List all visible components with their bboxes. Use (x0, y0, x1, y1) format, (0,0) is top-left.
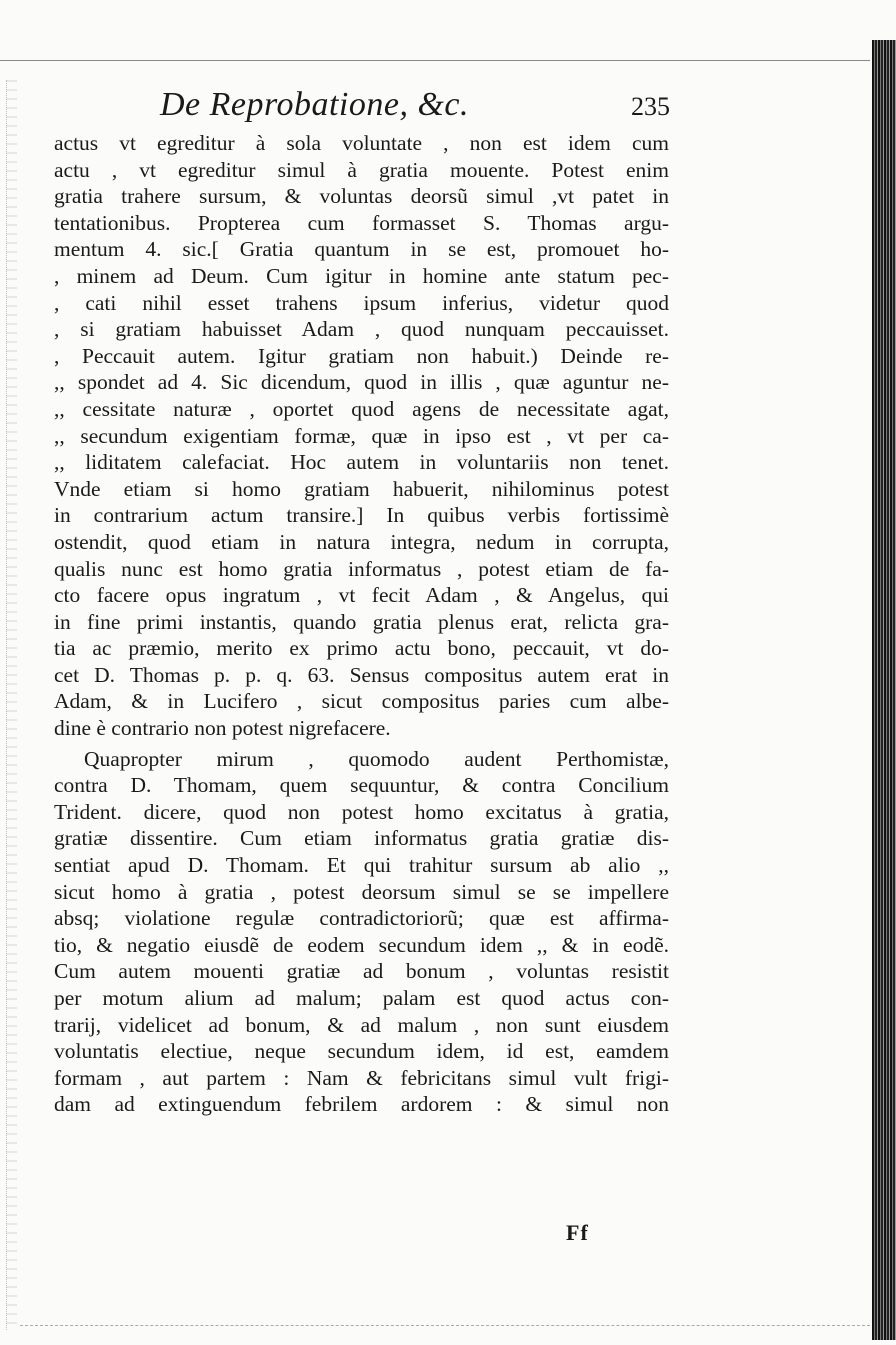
text-line: actus vt egreditur à sola voluntate , non est idem cum (54, 131, 669, 155)
text-line: gratiæ dissentire. Cum etiam informatus gratia gratiæ dis- (54, 826, 669, 851)
page-number: 235 (631, 92, 670, 121)
text-line: , si gratiam habuisset Adam , quod nunquam peccauisset. (54, 317, 669, 342)
page-left-edge (6, 80, 17, 1330)
text-line: tia ac præmio, merito ex primo actu bono, peccauit, vt do- (54, 636, 669, 661)
text-line: formam , aut partem : Nam & febricitans simul vult frigi- (54, 1065, 669, 1090)
text-line: voluntatis electiue, neque secundum idem, id est, eamdem (54, 1039, 669, 1064)
text-line: trarij, videlicet ad bonum, & ad malum , non sunt eiusdem (54, 1012, 669, 1037)
text-line: Adam, & in Lucifero , sicut compositus paries cum albe- (54, 689, 669, 714)
paragraph-2 (54, 746, 669, 1118)
text-line: ,, cessitate naturæ , oportet quod agens de necessitate agat, (54, 396, 669, 421)
text-line: sicut homo à gratia , potest deorsum simul se se impellere (54, 879, 669, 904)
signature-mark: Ff (566, 1220, 589, 1245)
text-line: gratia trahere sursum, & voluntas deorsũ simul ,vt patet in (54, 184, 669, 209)
text-line: contra D. Thomam, quem sequuntur, & contra Concilium (54, 773, 669, 798)
text-line: cet D. Thomas p. p. q. 63. Sensus compositus autem erat in (54, 662, 669, 687)
text-line: ,, secundum exigentiam formæ, quæ in ipso est , vt per ca- (54, 423, 669, 448)
text-line: , minem ad Deum. Cum igitur in homine ante statum pec- (54, 263, 669, 288)
text-line: ostendit, quod etiam in natura integra, nedum in corrupta, (54, 529, 669, 554)
text-line: actu , vt egreditur simul à gratia mouente. Potest enim (54, 157, 669, 182)
text-line: Cum autem mouenti gratiæ ad bonum , voluntas resistit (54, 959, 669, 984)
book-spine-edge (872, 40, 896, 1340)
page-header (150, 86, 670, 130)
text-line: Trident. dicere, quod non potest homo excitatus à gratia, (54, 799, 669, 824)
text-line: qualis nunc est homo gratia informatus , potest etiam de fa- (54, 556, 669, 581)
text-line: mentum 4. sic.[ Gratia quantum in se est, promouet ho- (54, 237, 669, 262)
running-title: De Reprobatione, &c. (160, 86, 469, 123)
text-line: dine è contrario non potest nigrefacere. (54, 716, 391, 741)
text-line: in contrarium actum transire.] In quibus verbis fortissimè (54, 503, 669, 528)
paragraph-1 (54, 130, 669, 742)
text-line: in fine primi instantis, quando gratia plenus erat, relicta gra- (54, 609, 669, 634)
text-line: tentationibus. Propterea cum formasset S. Thomas argu- (54, 210, 669, 235)
page-bottom-edge (20, 1325, 870, 1328)
text-line: Quapropter mirum , quomodo audent Perthomistæ, (84, 746, 669, 771)
body-text (54, 130, 669, 1118)
text-line: tio, & negatio eiusdẽ de eodem secundum idem ,, & in eodẽ. (54, 932, 669, 957)
text-line: Vnde etiam si homo gratiam habuerit, nihilominus potest (54, 476, 669, 501)
text-line: ,, liditatem calefaciat. Hoc autem in voluntariis non tenet. (54, 450, 669, 475)
text-line: ,, spondet ad 4. Sic dicendum, quod in illis , quæ aguntur ne- (54, 370, 669, 395)
text-line: dam ad extinguendum febrilem ardorem : & simul non (54, 1092, 669, 1117)
text-line: cto facere opus ingratum , vt fecit Adam , & Angelus, qui (54, 583, 669, 608)
text-line: per motum alium ad malum; palam est quod actus con- (54, 986, 669, 1010)
text-line: sentiat apud D. Thomam. Et qui trahitur sursum ab alio ,, (54, 853, 669, 878)
text-line: absq; violatione regulæ contradictoriorũ; quæ est affirma- (54, 906, 669, 931)
text-line: , cati nihil esset trahens ipsum inferius, videtur quod (54, 290, 669, 315)
text-line: , Peccauit autem. Igitur gratiam non habuit.) Deinde re- (54, 343, 669, 368)
page-top-edge (0, 60, 870, 77)
